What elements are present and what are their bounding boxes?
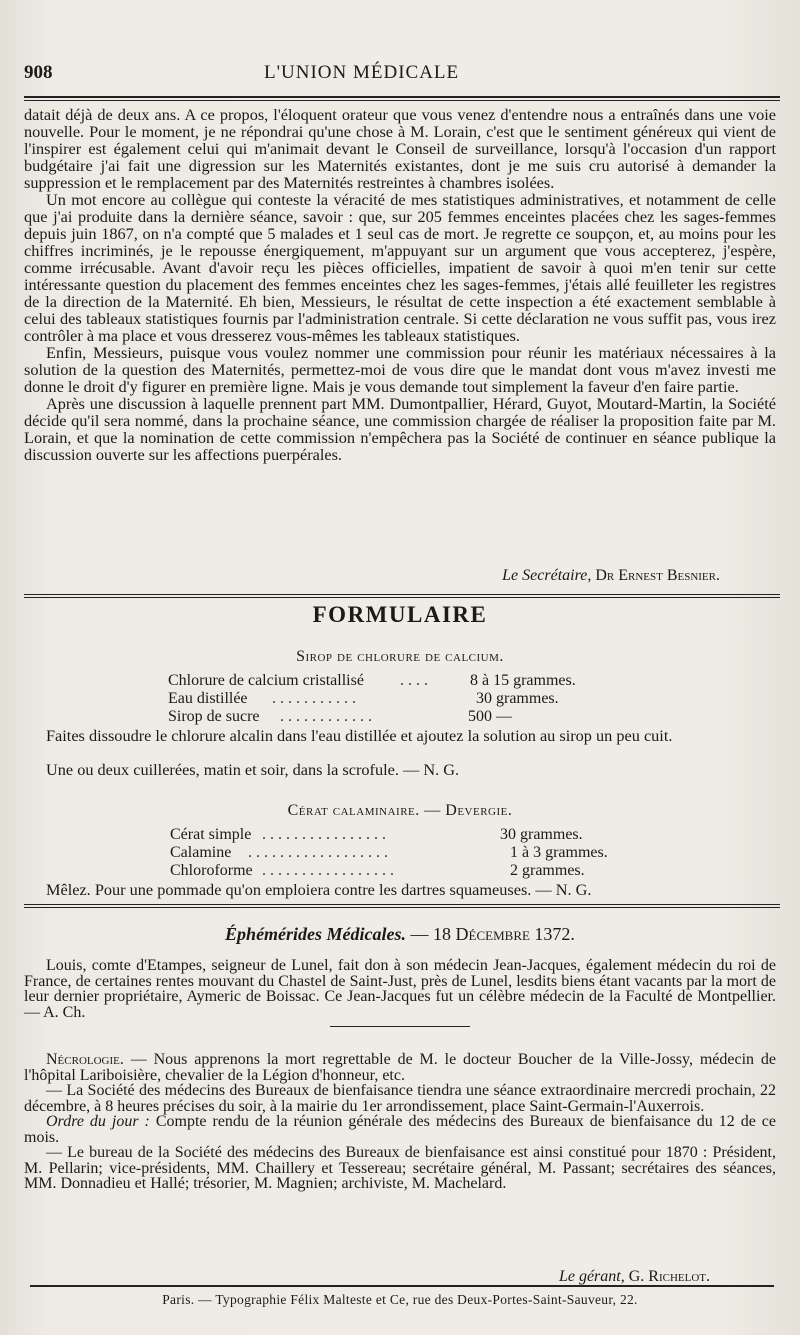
ephemerides-date: — 18 Décembre 1372. [410,924,575,944]
recipe-instructions: Faites dissoudre le chlorure alcalin dans l'eau distillée et ajoutez la solution au sirop un peu cuit. [46,726,673,745]
article-paragraph: Enfin, Messieurs, puisque vous voulez nommer une commission pour réunir les matériaux nécessaires à la solution de la question des Maternités, permettez-moi de vous dire que le mandat dont vous m'avez investi me donne le droit d'y figurer en première ligne. Mais je vous demande tout simplement la faveur d'en faire partie. [24,343,776,396]
running-head [24,62,772,84]
recipe-instructions: Mêlez. Pour une pommade qu'on emploiera contre les dartres squameuses. — N. G. [46,880,592,899]
header-rule [24,96,780,101]
ingredient-quantity: 500 — [468,708,512,725]
article-paragraph: datait déjà de deux ans. A ce propos, l'éloquent orateur que vous venez d'entendre nous a entraînés dans une voie nouvelle. Pour le moment, je ne répondrai qu'une chose à M. Lorain, c'est que le sentiment généreux qui vient de l'inspirer est également celui qui m'animait devant le Conseil de surveillance, lorsqu'à l'occasion d'un rapport budgétaire j'ai fait une digression sur les Maternités existantes, dont je me suis cru autorisé à demander la suppression et le remplacement par des Maternités restreintes à chambres isolées. [24,105,776,192]
ingredient-quantity: 8 à 15 grammes. [470,672,576,689]
ingredient-row [170,844,640,862]
bienfaisance-paragraph: — La Société des médecins des Bureaux de bienfaisance tiendra une séance extraordinaire mercredi prochain, 22 décembre, à 8 heures précises du soir, à la mairie du 1er arrondissement, place Saint-Germain-l'Auxerrois. [24,1082,776,1115]
ingredient-name: Calamine [170,844,232,861]
section-title-formulaire: FORMULAIRE [312,602,488,627]
ingredient-row [168,708,628,726]
ephemerides-text: Louis, comte d'Etampes, seigneur de Lunel, fait don à son médecin Jean-Jacques, également médecin du roi de France, de certaines rentes mouvant du Chastel de Saint-Just, près de Lunel, lesdits biens étant vacants par la mort de leur dernier propriétaire, Aymeric de Boissac. Ce Jean-Jacques fut un célèbre médecin de la Faculté de Montpellier. — A. Ch. [24,957,776,1021]
manager-signature [559,1268,710,1286]
printer-imprint: Paris. — Typographie Félix Malteste et Ce, rue des Deux-Portes-Saint-Sauveur, 22. [162,1292,638,1307]
leader-dots: . . . . . . . . . . . . [280,708,372,725]
ingredient-quantity: 2 grammes. [510,862,585,879]
leader-dots: . . . . . . . . . . . [272,690,356,707]
necrologie-paragraph [24,1052,776,1083]
footer-rule [30,1285,774,1287]
ingredient-row [170,862,630,880]
ingredient-row [168,690,628,708]
necrologie-label: Nécrologie. [46,1051,124,1068]
ingredient-row [170,826,630,844]
ordre-du-jour-text: Compte rendu de la réunion générale des médecins des Bureaux de bienfaisance du 12 de ce mois. [24,1113,777,1146]
article-paragraph: Après une discussion à laquelle prennent part MM. Dumontpallier, Hérard, Guyot, Moutard-Martin, la Société décide qu'il sera nommé, dans la prochaine séance, une commission chargée de réaliser la proposition faite par M. Lorain, et que la nomination de cette commission n'empêchera pas la Société de continuer en séance publique la discussion ouverte sur les affections puerpérales. [24,394,776,464]
ephemerides-name: Éphémérides Médicales. [225,924,407,944]
ingredient-quantity: 30 grammes. [476,690,559,707]
article-paragraph: Un mot encore au collègue qui conteste la véracité de mes statistiques administratives, et notamment de celle que j'ai produite dans la dernière séance, savoir : que, sur 205 femmes enceintes placées chez les sages-femmes depuis juin 1867, on n'a compté que 5 malades et 1 seul cas de mort. Je regrette ce soupçon, et, au moins pour les chiffres incriminés, je le repousse énergiquement, m'appuyant sur un argument que vous accepterez, j'espère, comme irrécusable. Avant d'avoir reçu les pièces officielles, impatient de savoir à quoi m'en tenir sur cette intéressante question du placement des femmes enceintes chez les sages-femmes, j'étais allé feuilleter les registres de la direction de la Maternité. Eh bien, Messieurs, le résultat de cette inspection a été exactement semblable à celui des tableaux statistiques fournis par l'administration centrale. Si cette déclaration ne vous suffit pas, vous irez contrôler à ma place et vous dresserez vous-mêmes les tableaux statistiques. [24,190,776,345]
ingredient-name: Eau distillée [168,690,248,707]
separator-rule [330,1026,470,1027]
news-block [24,1052,776,1192]
leader-dots: . . . . . . . . . . . . . . . . . [262,862,394,879]
section-rule [24,904,780,908]
ingredient-name: Cérat simple [170,826,252,843]
ingredient-quantity: 1 à 3 grammes. [510,844,608,861]
leader-dots: . . . . . . . . . . . . . . . . . . [248,844,388,861]
signature-name: Dr Ernest Besnier. [595,567,720,584]
ingredient-name: Chlorure de calcium cristallisé [168,672,364,689]
page-number: 908 [24,62,53,83]
signature-role: Le Secrétaire, [502,567,592,584]
recipe-dosage: Une ou deux cuillerées, matin et soir, dans la scrofule. — N. G. [46,760,460,779]
leader-dots: . . . . . . . . . . . . . . . . [262,826,386,843]
journal-title: L'UNION MÉDICALE [264,62,460,83]
manager-name: G. Richelot. [628,1268,710,1285]
ordre-du-jour-paragraph [24,1114,776,1145]
leader-dots: . . . . [400,672,428,689]
manager-role: Le gérant, [558,1268,625,1285]
ingredient-row [168,672,628,690]
ingredient-name: Chloroforme [170,862,253,879]
ordre-du-jour-label: Ordre du jour : [46,1113,150,1130]
ephemerides-title [0,924,800,945]
recipe-title: Cérat calaminaire. — Devergie. [287,802,513,819]
bureau-paragraph: — Le bureau de la Société des médecins des Bureaux de bienfaisance est ainsi constitué pour 1870 : Président, M. Pellarin; vice-présidents, MM. Chaillery et Tessereau; secrétaire général, M. Passant; secrétaires des séances, MM. Donnadieu et Hallé; trésorier, M. Magnien; archiviste, M. Machelard. [24,1144,776,1192]
necrologie-text: — Nous apprenons la mort regrettable de M. le docteur Boucher de la Ville-Jossy, médecin de l'hôpital Lariboisière, chevalier de la Légion d'honneur, etc. [24,1051,776,1084]
article-signature [502,567,720,585]
section-rule [24,594,780,598]
article-body [24,106,776,463]
ingredient-quantity: 30 grammes. [500,826,583,843]
ingredient-name: Sirop de sucre [168,708,260,725]
recipe-title: Sirop de chlorure de calcium. [296,648,504,665]
